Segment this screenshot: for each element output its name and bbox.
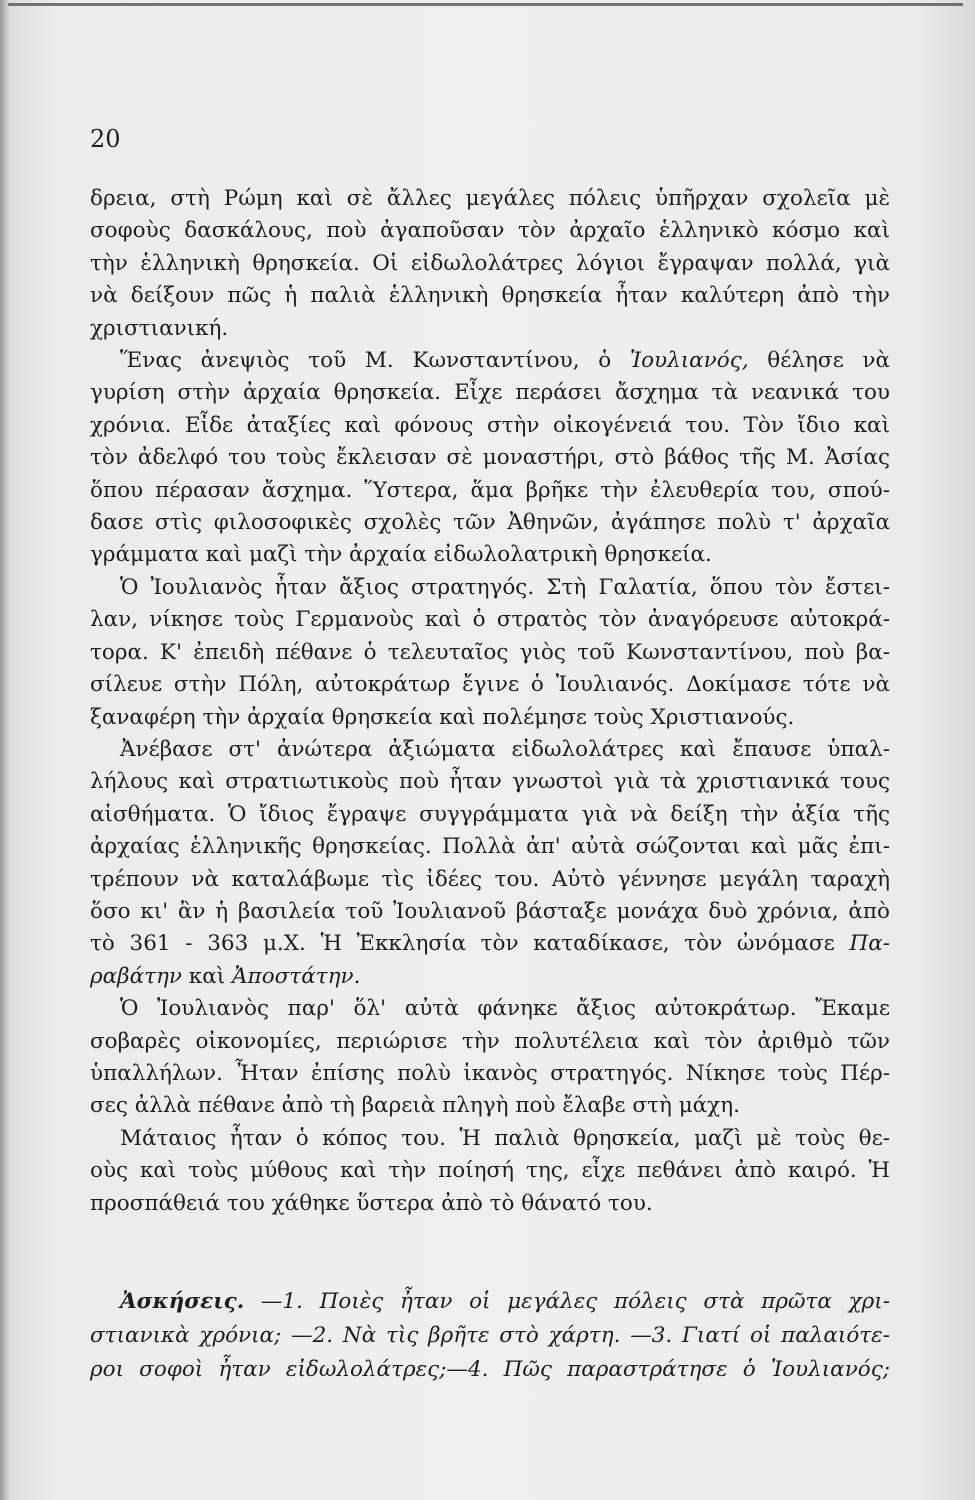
text-line: χριστιανική. xyxy=(90,315,229,341)
text-line: δρεια, στὴ Ρώμη καὶ σὲ ἄλλες μεγάλες πόλεις ὑπῆρχαν σχολεῖα μὲ xyxy=(90,186,890,211)
text-line: χρόνια. Εἶδε ἀταξίες καὶ φόνους στὴν οἰκογένειά του. Τὸν ἴδιο καὶ xyxy=(90,412,890,438)
text-line: ξαναφέρη τὴν ἀρχαία θρησκεία καὶ πολέμησε τοὺς Χριστιανούς. xyxy=(90,704,795,730)
text-line: νὰ δείξουν πῶς ἡ παλιὰ ἑλληνικὴ θρησκεία ἦταν καλύτερη ἀπὸ τὴν xyxy=(90,283,890,309)
apostatis-word: Ἀποστάτην. xyxy=(232,963,361,989)
text-line: ὅσο κι' ἂν ἡ βασιλεία τοῦ Ἰουλιανοῦ βάσταξε μονάχα δυὸ χρόνια, ἀπὸ xyxy=(90,898,890,924)
text-line xyxy=(90,928,890,960)
page-top-edge xyxy=(8,3,963,6)
text-line: Ὁ Ἰουλιανὸς παρ' ὅλ' αὐτὰ φάνηκε ἄξιος αὐτοκράτωρ. Ἔκαμε xyxy=(120,996,890,1022)
exercise-line: ροι σοφοὶ ἦταν εἰδωλολάτρες;—4. Πῶς παραστράτησε ὁ Ἰουλιανός; xyxy=(90,1357,890,1382)
text-line: σοφοὺς δασκάλους, ποὺ ἀγαποῦσαν τὸν ἀρχαῖο ἑλληνικὸ κόσμο καὶ xyxy=(90,218,890,244)
text-segment: Ἕνας ἀνεψιὸς τοῦ Μ. Κωνσταντίνου, ὁ xyxy=(120,348,612,374)
text-line: Μάταιος ἦταν ὁ κόπος του. Ἡ παλιὰ θρησκεία, μαζὶ μὲ τοὺς θε- xyxy=(120,1125,890,1151)
text-line: σες ἀλλὰ πέθανε ἀπὸ τὴ βαρειὰ πληγὴ ποὺ ἔλαβε στὴ μάχη. xyxy=(90,1093,740,1119)
page-binding-shadow xyxy=(0,0,10,1500)
main-text xyxy=(90,183,890,1220)
text-line: σίλευε στὴν Πόλη, αὐτοκράτωρ ἔγινε ὁ Ἰουλιανός. Δοκίμασε τότε νὰ xyxy=(90,672,890,698)
text-line xyxy=(90,961,890,993)
exercise-line xyxy=(90,1285,890,1319)
text-segment: θέλησε νὰ xyxy=(767,348,890,374)
text-line: τορα. Κ' ἐπειδὴ πέθανε ὁ τελευταῖος γιὸς τοῦ Κωνσταντίνου, ποὺ βα- xyxy=(90,639,890,665)
text-line: ἀρχαίας ἑλληνικῆς θρησκείας. Πολλὰ ἀπ' αὐτὰ σώζονται καὶ μᾶς ἐπι- xyxy=(90,834,890,860)
text-line: δασε στὶς φιλοσοφικὲς σχολὲς τῶν Ἀθηνῶν, ἀγάπησε πολὺ τ' ἀρχαῖα xyxy=(90,510,890,536)
parabatis-word: Πα- xyxy=(849,931,890,957)
text-line: σοβαρὲς οἰκονομίες, περιώρισε τὴν πολυτέλεια καὶ τὸν ἀριθμὸ τῶν xyxy=(90,1028,890,1054)
text-line: τὸν ἀδελφό του τοὺς ἔκλεισαν σὲ μοναστήρι, στὸ βάθος τῆς Μ. Ἀσίας xyxy=(90,445,890,471)
text-line: λαν, νίκησε τοὺς Γερμανοὺς καὶ ὁ στρατὸς τὸν ἀναγόρευσε αὐτοκρά- xyxy=(90,607,890,633)
text-line: λήλους καὶ στρατιωτικοὺς ποὺ ἦταν γνωστοὶ γιὰ τὰ χριστιανικά τους xyxy=(90,769,890,795)
text-line: τρέπουν νὰ καταλάβωμε τὶς ἰδέες του. Αὐτὸ γέννησε μεγάλη ταραχὴ xyxy=(90,866,890,892)
text-segment: καὶ xyxy=(188,963,226,989)
parabatis-word-end: ραβάτην xyxy=(90,963,182,989)
text-line: προσπάθειά του χάθηκε ὕστερα ἀπὸ τὸ θάνατό του. xyxy=(90,1190,653,1216)
exercise-line: στιανικὰ χρόνια; —2. Νὰ τὶς βρῆτε στὸ χάρτη. —3. Γιατί οἱ παλαιότε- xyxy=(90,1323,890,1348)
exercise-text: —1. Ποιὲς ἦταν οἱ μεγάλες πόλεις στὰ πρῶτα χρι- xyxy=(260,1289,890,1314)
text-segment: τὸ 361 - 363 μ.Χ. Ἡ Ἐκκλησία τὸν καταδίκασε, τὸν ὠνόμασε xyxy=(90,931,835,957)
text-line: ὑπαλλήλων. Ἦταν ἐπίσης πολὺ ἱκανὸς στρατηγός. Νίκησε τοὺς Πέρ- xyxy=(90,1060,890,1086)
text-line: γυρίση στὴν ἀρχαία θρησκεία. Εἶχε περάσει ἄσχημα τὰ νεανικά του xyxy=(90,380,890,406)
text-line xyxy=(90,345,890,377)
text-line: οὺς καὶ τοὺς μύθους καὶ τὴν ποίησή της, εἶχε πεθάνει ἀπὸ καιρό. Ἡ xyxy=(90,1158,890,1184)
text-line: Ἀνέβασε στ' ἀνώτερα ἀξιώματα εἰδωλολάτρες καὶ ἔπαυσε ὑπαλ- xyxy=(120,736,890,762)
text-line: Ὁ Ἰουλιανὸς ἦταν ἄξιος στρατηγός. Στὴ Γαλατία, ὅπου τὸν ἔστει- xyxy=(120,574,890,600)
page-number: 20 xyxy=(90,125,121,153)
text-line: γράμματα καὶ μαζὶ τὴν ἀρχαία εἰδωλολατρικὴ θρησκεία. xyxy=(90,542,712,568)
text-line: τὴν ἑλληνικὴ θρησκεία. Οἱ εἰδωλολάτρες λόγιοι ἔγραψαν πολλά, γιὰ xyxy=(90,250,890,276)
text-line: αἰσθήματα. Ὁ ἴδιος ἔγραψε συγγράμματα γιὰ νὰ δείξη τὴν ἀξία τῆς xyxy=(90,801,890,827)
exercises-heading: Ἀσκήσεις. xyxy=(120,1289,245,1314)
julian-name: Ἰουλιανός, xyxy=(629,348,749,374)
exercises-section xyxy=(90,1285,890,1387)
text-line: ὅπου πέρασαν ἄσχημα. Ὕστερα, ἅμα βρῆκε τὴν ἐλευθερία του, σπού- xyxy=(90,477,890,503)
